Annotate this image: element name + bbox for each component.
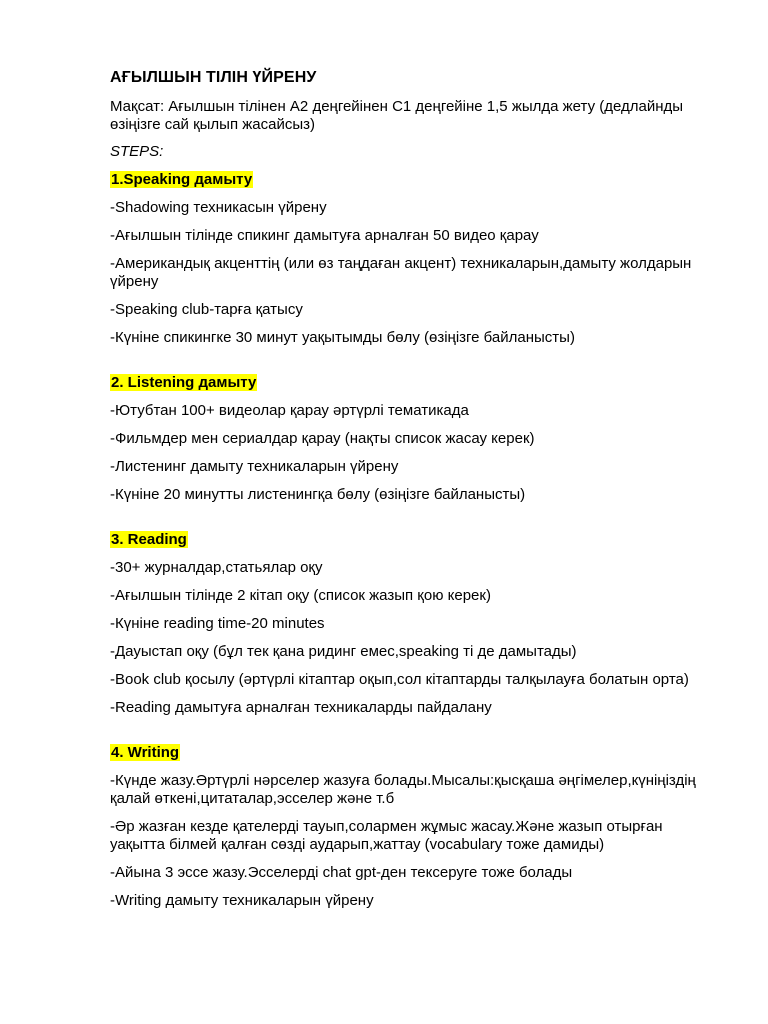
list-item: -30+ журналдар,статьялар оқу [110, 559, 323, 576]
section-heading [110, 374, 718, 392]
list-item: -Фильмдер мен сериалдар қарау (нақты список жасау керек) [110, 430, 535, 447]
section-heading [110, 171, 718, 189]
list-item: -Күніне reading time-20 minutes [110, 615, 325, 632]
list-item: -Shadowing техникасын үйрену [110, 199, 327, 216]
section-listening [110, 374, 718, 504]
list-item: -Writing дамыту техникаларын үйрену [110, 892, 374, 909]
list-item: -Book club қосылу (әртүрлі кітаптар оқып,сол кітаптарды талқылауға болатын орта) [110, 671, 689, 688]
section-heading [110, 744, 718, 762]
section-speaking [110, 171, 718, 347]
list-item: -Күнде жазу.Әртүрлі нәрселер жазуға болады.Мысалы:қысқаша әңгімелер,күніңіздің қалай өткені,цитаталар,эсселер және т.б [110, 772, 696, 807]
section-heading [110, 531, 718, 549]
list-item: -Листенинг дамыту техникаларын үйрену [110, 458, 399, 475]
list-item: -Ағылшын тілінде 2 кітап оқу (список жазып қою керек) [110, 587, 491, 604]
section-writing [110, 744, 718, 910]
list-item: -Дауыстап оқу (бұл тек қана ридинг емес,speaking ті де дамытады) [110, 643, 577, 660]
list-item: -Американдық акценттің (или өз таңдаған акцент) техникаларын,дамыту жолдарын үйрену [110, 255, 692, 290]
highlighted-heading-text: 2. Listening дамыту [111, 374, 257, 391]
list-item: -Reading дамытуға арналған техникаларды пайдалану [110, 699, 492, 716]
list-item: -Ютубтан 100+ видеолар қарау әртүрлі тематикада [110, 402, 469, 419]
highlighted-heading-text: 1.Speaking дамыту [111, 171, 253, 188]
list-item: -Күніне спикингке 30 минут уақытымды бөлу (өзіңізге байланысты) [110, 329, 575, 346]
goal-paragraph: Мақсат: Ағылшын тілінен А2 деңгейінен С1 деңгейіне 1,5 жылда жету (дедлайнды өзіңізге сай қылып жасайсыз) [110, 98, 684, 133]
list-item: -Ағылшын тілінде спикинг дамытуға арналған 50 видео қарау [110, 227, 539, 244]
list-item: -Күніне 20 минутты листенингқа бөлу (өзіңізге байланысты) [110, 486, 526, 503]
document-title: АҒЫЛШЫН ТІЛІН ҮЙРЕНУ [110, 69, 317, 86]
highlighted-heading-text: 3. Reading [111, 531, 187, 548]
list-item: -Speaking club-тарға қатысу [110, 301, 303, 318]
highlighted-heading-text: 4. Writing [111, 744, 180, 761]
section-reading [110, 531, 718, 717]
list-item: -Әр жазған кезде қателерді тауып,солармен жұмыс жасау.Және жазып отырған уақытта білмей қалған сөзді аударып,жаттау (vocabulary тоже дамиды) [110, 818, 663, 853]
steps-label: STEPS: [110, 143, 164, 160]
list-item: -Айына 3 эссе жазу.Эсселерді chat gpt-ден тексеруге тоже болады [110, 864, 573, 881]
